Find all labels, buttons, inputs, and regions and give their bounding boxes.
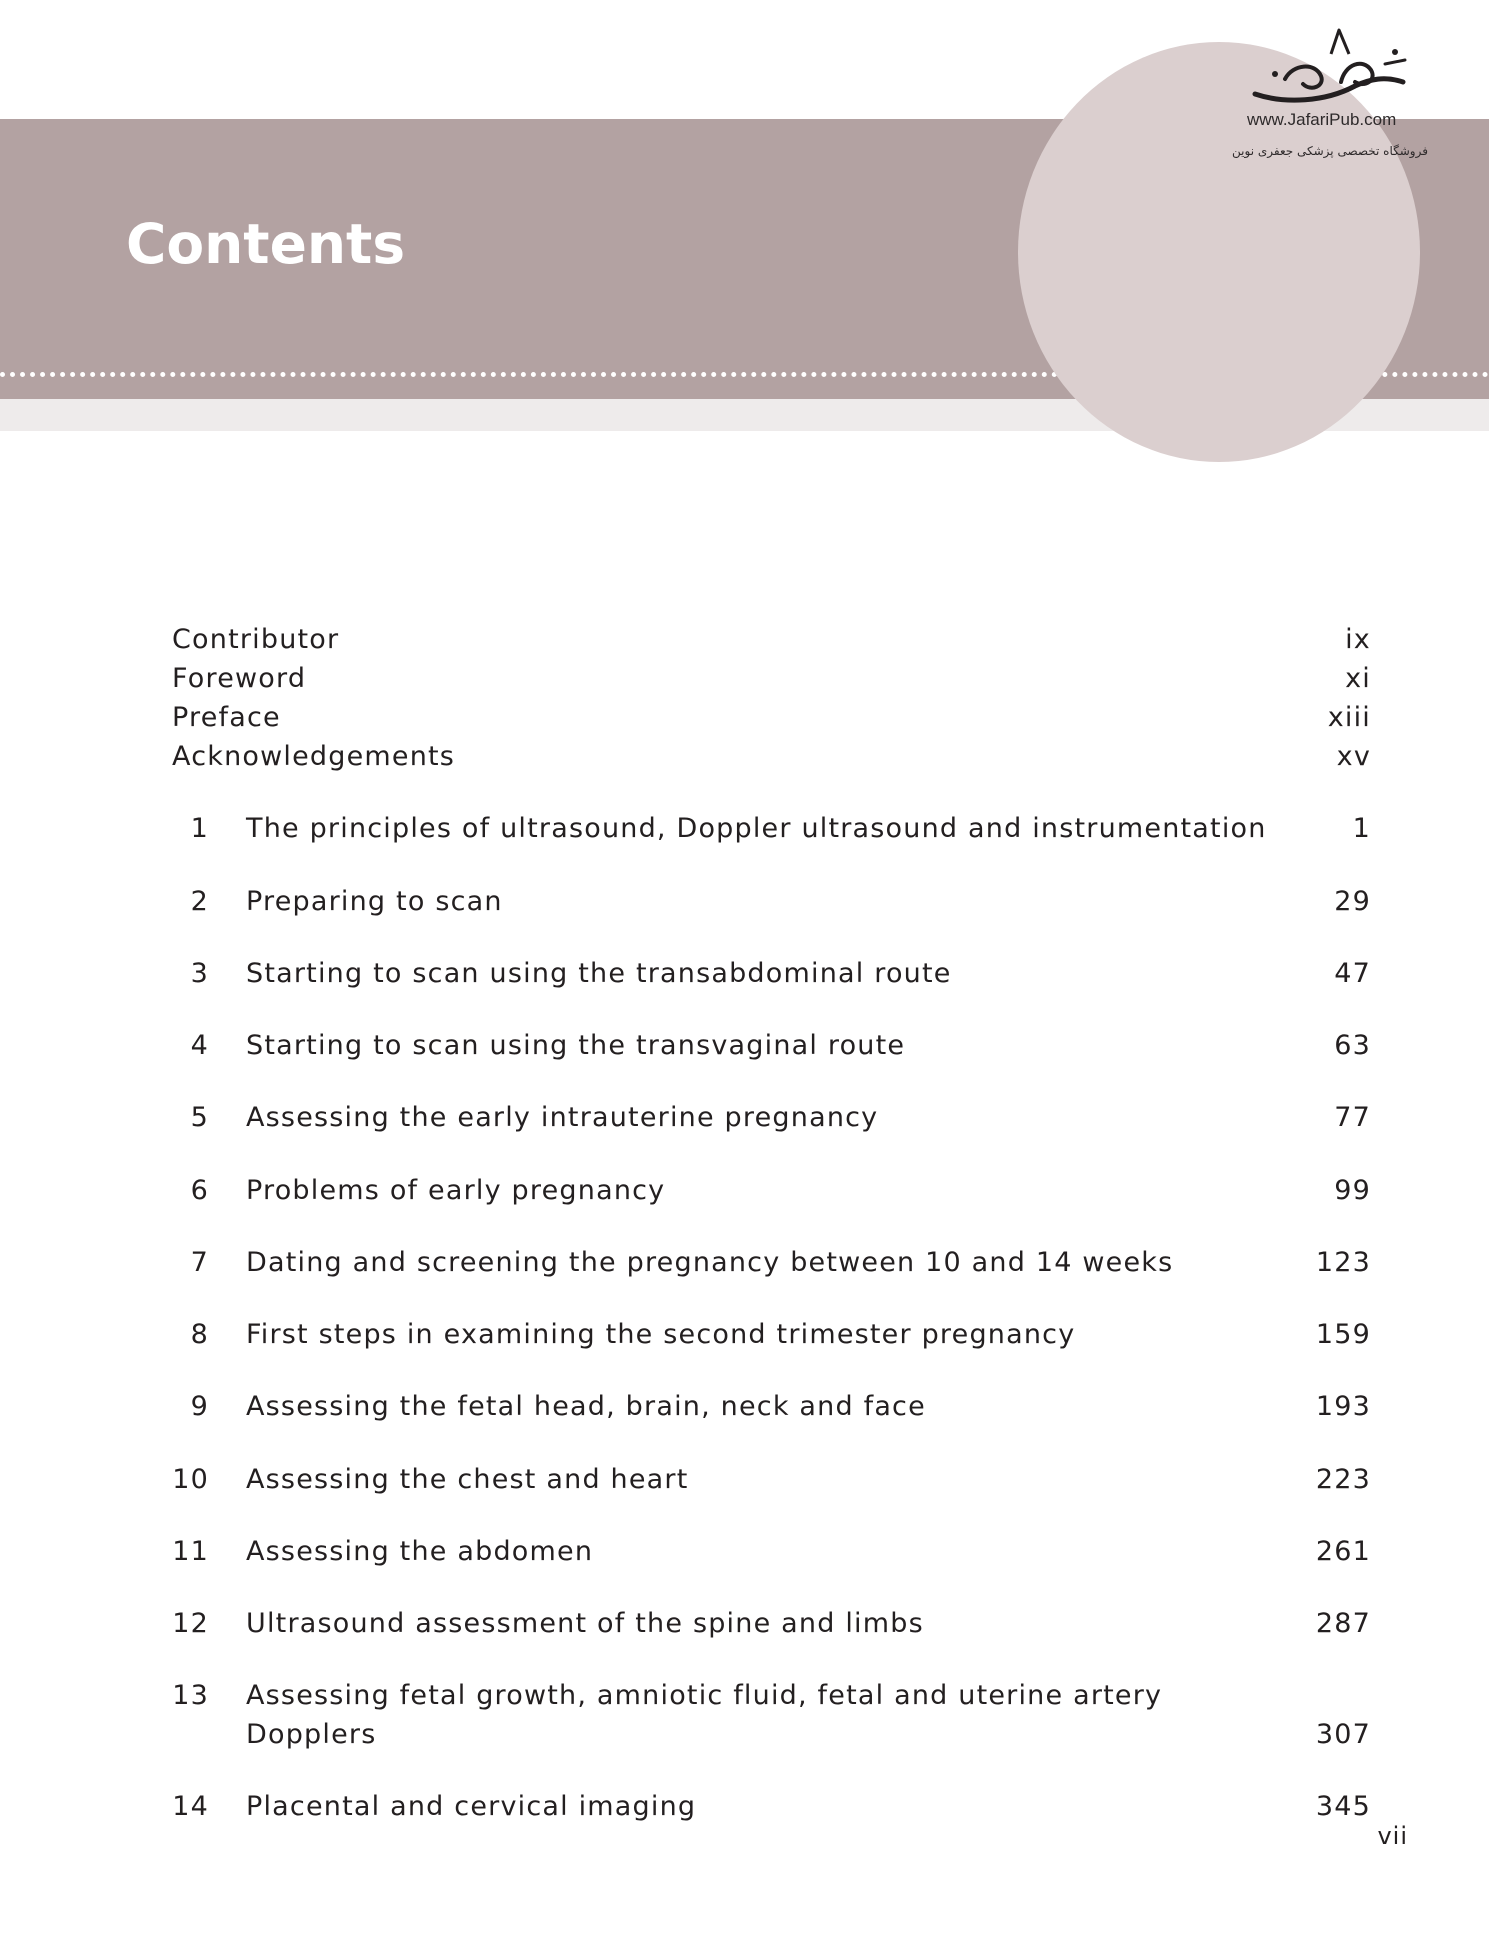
chapter-title: Problems of early pregnancy <box>246 1175 666 1206</box>
toc-entry-title: Foreword <box>172 663 307 694</box>
chapter-number: 14 <box>172 1791 209 1822</box>
chapter-title: First steps in examining the second trimester pregnancy <box>246 1319 1076 1350</box>
chapter-page: 29 <box>1334 886 1371 917</box>
chapter-number: 5 <box>190 1102 209 1133</box>
toc-entry-page: xi <box>1345 663 1371 694</box>
chapter-title: Assessing the fetal head, brain, neck and face <box>246 1391 926 1422</box>
toc-chapter-13[interactable] <box>0 1676 1489 1756</box>
toc-entry-page: xiii <box>1327 702 1371 733</box>
chapter-title: Assessing the early intrauterine pregnancy <box>246 1102 879 1133</box>
chapter-page: 159 <box>1315 1319 1371 1350</box>
chapter-page: 1 <box>1352 813 1371 844</box>
toc-entry-title: Preface <box>172 702 281 733</box>
calligraphy-logo-icon <box>1245 24 1415 114</box>
chapter-number: 6 <box>190 1175 209 1206</box>
publisher-url: www.JafariPub.com <box>1247 110 1397 129</box>
chapter-title-continued: Dopplers <box>246 1719 377 1750</box>
chapter-page: 47 <box>1334 958 1371 989</box>
chapter-title: Assessing the abdomen <box>246 1536 594 1567</box>
chapter-page: 99 <box>1334 1175 1371 1206</box>
chapter-number: 7 <box>190 1247 209 1278</box>
chapter-number: 2 <box>190 886 209 917</box>
chapter-number: 10 <box>172 1464 209 1495</box>
chapter-page: 261 <box>1315 1536 1371 1567</box>
chapter-number: 4 <box>190 1030 209 1061</box>
chapter-title: Assessing fetal growth, amniotic fluid, fetal and uterine artery <box>246 1680 1163 1711</box>
toc-entry-page: xv <box>1336 741 1371 772</box>
toc-entry-title: Contributor <box>172 624 340 655</box>
chapter-page: 77 <box>1334 1102 1371 1133</box>
toc-entry-title: Acknowledgements <box>172 741 456 772</box>
publisher-logo <box>1205 20 1455 170</box>
chapter-title: The principles of ultrasound, Doppler ultrasound and instrumentation <box>246 813 1267 844</box>
chapter-number: 11 <box>172 1536 209 1567</box>
chapter-number: 1 <box>190 813 209 844</box>
chapter-title: Placental and cervical imaging <box>246 1791 697 1822</box>
chapter-title: Starting to scan using the transabdominal route <box>246 958 952 989</box>
chapter-title: Dating and screening the pregnancy between 10 and 14 weeks <box>246 1247 1174 1278</box>
page-number: vii <box>1377 1822 1408 1850</box>
chapter-number: 13 <box>172 1680 209 1711</box>
chapter-number: 8 <box>190 1319 209 1350</box>
chapter-title: Preparing to scan <box>246 886 503 917</box>
chapter-number: 12 <box>172 1608 209 1639</box>
chapter-page: 123 <box>1315 1247 1371 1278</box>
chapter-page: 345 <box>1315 1791 1371 1822</box>
chapter-page: 63 <box>1334 1030 1371 1061</box>
chapter-title: Starting to scan using the transvaginal route <box>246 1030 906 1061</box>
chapter-title: Assessing the chest and heart <box>246 1464 689 1495</box>
chapter-page: 193 <box>1315 1391 1371 1422</box>
chapter-page: 307 <box>1315 1719 1371 1750</box>
chapter-number: 9 <box>190 1391 209 1422</box>
chapter-title: Ultrasound assessment of the spine and limbs <box>246 1608 924 1639</box>
page-title: Contents <box>126 212 406 276</box>
chapter-page: 287 <box>1315 1608 1371 1639</box>
toc-entry-page: ix <box>1345 624 1371 655</box>
chapter-page: 223 <box>1315 1464 1371 1495</box>
chapter-number: 3 <box>190 958 209 989</box>
publisher-tagline: فروشگاه تخصصی پزشکی جعفری نوین <box>1232 144 1428 158</box>
